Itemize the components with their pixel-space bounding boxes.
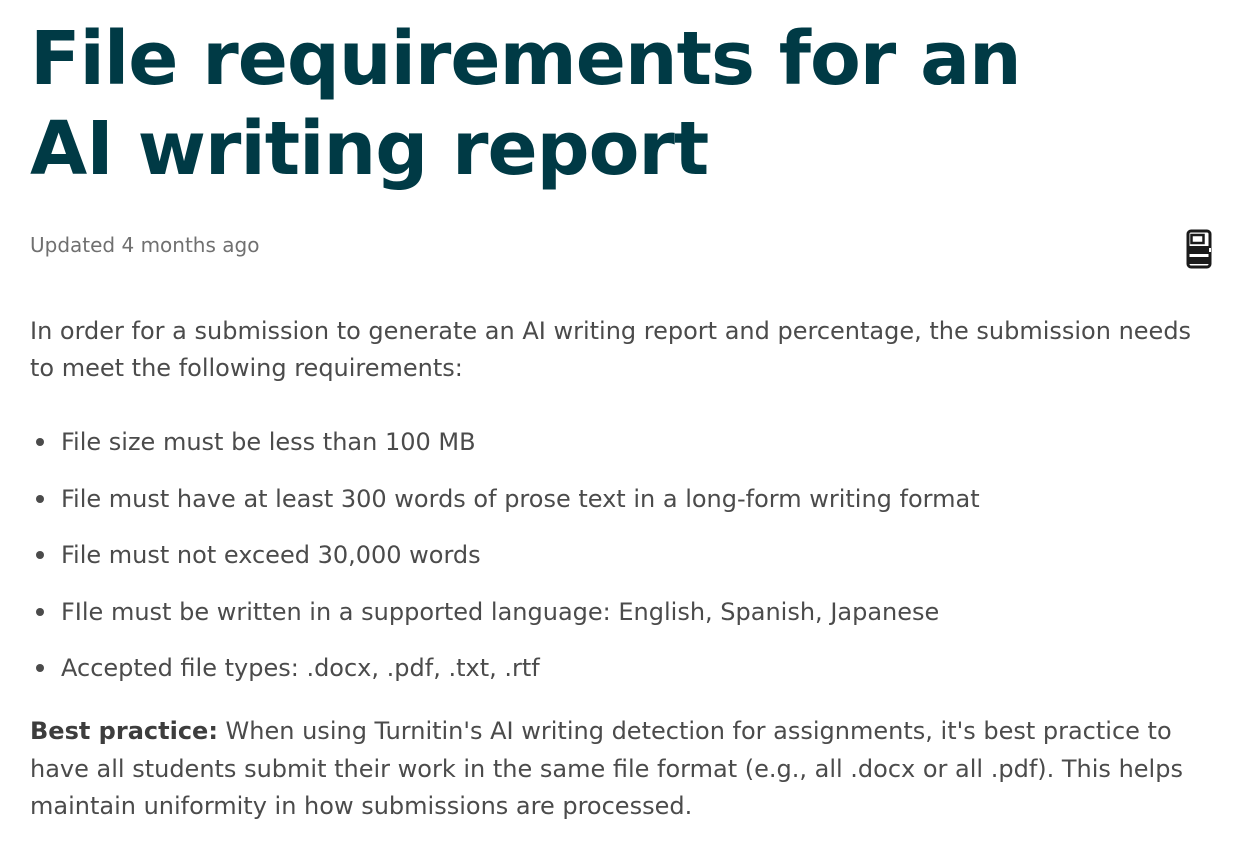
best-practice-paragraph: [30, 713, 1215, 826]
best-practice-label: Best practice:: [30, 717, 218, 745]
requirements-list: [30, 424, 1210, 707]
requirement-text: Accepted file types: .docx, .pdf, .txt, .rtf: [61, 654, 540, 682]
bullet-icon: [36, 438, 44, 446]
best-practice-text: When using Turnitin's AI writing detection for assignments, it's best practice to have all students submit their work in the same file format (e.g., all .docx or all .pdf). This helps maintain uniformity in how submissions are processed.: [30, 717, 1183, 820]
bullet-icon: [36, 608, 44, 616]
list-item: [30, 424, 1210, 481]
list-item: [30, 594, 1210, 651]
bullet-icon: [36, 551, 44, 559]
list-item: [30, 481, 1210, 538]
list-item: [30, 650, 1210, 707]
print-icon: [1185, 229, 1213, 269]
bullet-icon: [36, 664, 44, 672]
list-item: [30, 537, 1210, 594]
requirement-text: File must have at least 300 words of prose text in a long-form writing format: [61, 484, 980, 513]
requirement-text: File must not exceed 30,000 words: [61, 541, 481, 569]
bullet-icon: [36, 495, 44, 503]
intro-paragraph: In order for a submission to generate an AI writing report and percentage, the submission needs to meet the following requirements:: [30, 317, 1192, 382]
print-button[interactable]: [1185, 229, 1213, 269]
requirement-text: FIle must be written in a supported language: English, Spanish, Japanese: [61, 597, 940, 626]
page-title: File requirements for an AI writing report: [30, 16, 1021, 192]
updated-timestamp: Updated 4 months ago: [30, 233, 260, 257]
requirement-text: File size must be less than 100 MB: [61, 428, 476, 456]
